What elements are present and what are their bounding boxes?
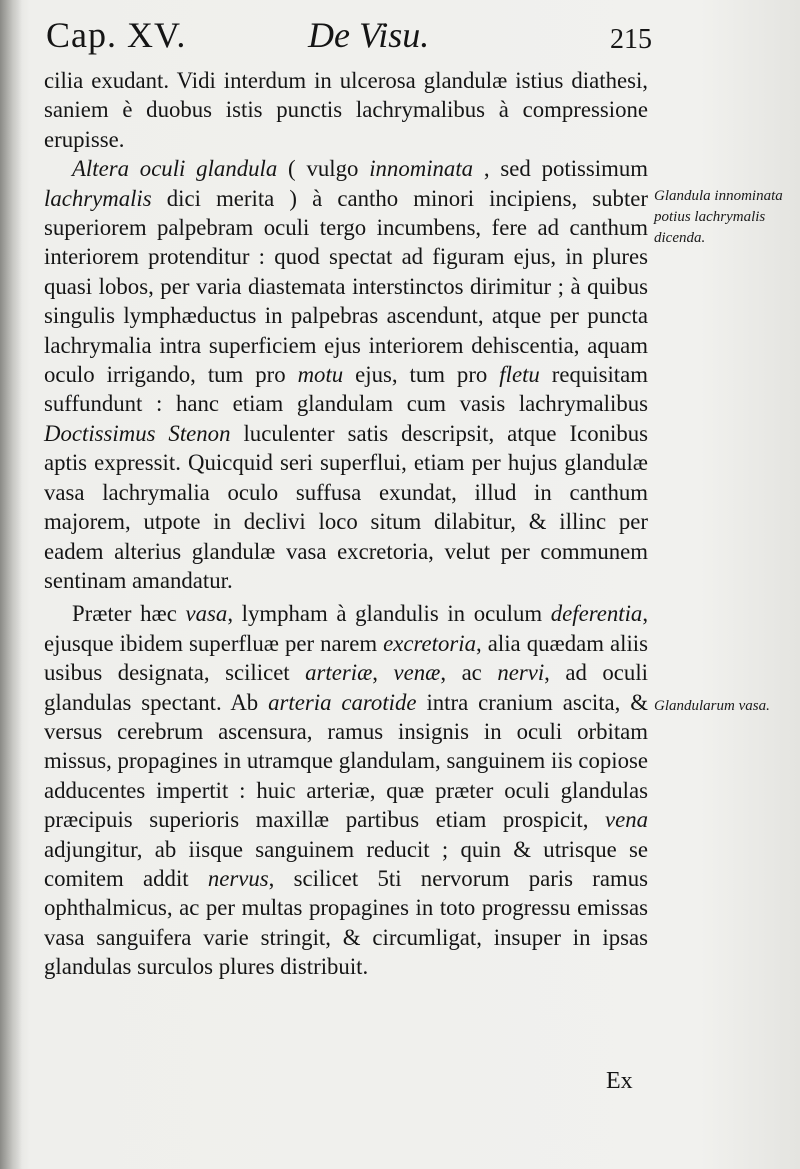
italic-text-run: lachrymalis	[44, 185, 152, 211]
running-header	[46, 12, 652, 64]
italic-text-run: nervus	[207, 865, 269, 891]
text-run: dici merita ) à cantho minori incipiens, subter superiorem palpebram oculi tergo incumbens, fere ad canthum interiorem protenditur : quod spectat ad figuram ejus, in plures quasi lobos, per varia diastemata interstinctos dirimitur ; à quibus singulis lymphæductus in palpebras ascendunt, atque per puncta lachrymalia intra superficiem ejus interiorem dehiscentia, aquam oculo irrigando, tum pro	[44, 185, 648, 388]
paragraph-3	[44, 599, 648, 981]
italic-text-run: venæ	[393, 660, 441, 686]
italic-text-run: Altera oculi glandula	[72, 156, 278, 182]
catchword: Ex	[606, 1068, 633, 1094]
text-run: cilia exudant. Vidi interdum in ulcerosa glandulæ istius diathesi, saniem è duobus istis punctis lachrymalibus à compressione erupisse.	[44, 68, 648, 152]
body-text	[44, 66, 648, 982]
margin-note-glandula-innominata: Glandula innominata potius lachrymalis dicenda.	[654, 188, 783, 246]
chapter-heading: Cap. XV.	[46, 15, 187, 55]
text-run: ,	[372, 660, 394, 686]
paragraph-1	[44, 66, 648, 154]
text-run: , ac	[440, 660, 498, 686]
italic-text-run: arteriæ	[305, 660, 373, 686]
text-run: intra cranium ascita, & versus cerebrum ascensura, ramus insignis in oculi orbitam missus, propagines in utramque glandulam, sanguinem iis copiose adducentes impertit : huic arteriæ, quæ præter oculi glandulas præcipuis superioris maxillæ partibus etiam prospicit,	[44, 689, 648, 833]
italic-text-run: Doctissimus Stenon	[44, 420, 231, 446]
text-run: , ad oculi glandulas spectant. Ab	[44, 660, 648, 715]
text-run: , lympham à glandulis in oculum	[227, 601, 551, 627]
margin-note-glandularum-vasa: Glandularum vasa.	[654, 698, 770, 714]
italic-text-run: arteria carotide	[268, 689, 417, 715]
text-run: requisitam suffundunt : hanc etiam glandulam cum vasis lachrymalibus	[44, 362, 648, 417]
paragraph-2	[44, 154, 648, 595]
italic-text-run: deferentia	[550, 601, 643, 627]
text-run: , alia quædam aliis usibus designata, scilicet	[44, 630, 648, 686]
text-run: luculenter satis descripsit, atque Iconibus aptis expressit. Quicquid seri superflui, etiam per hujus glandulæ vasa lachrymalia oculo suffusa exundat, illud in canthum majorem, utpote in declivi loco situm dilabitur, & illinc per eadem alterius glandulæ vasa excretoria, velut per communem sentinam amandatur.	[44, 420, 648, 593]
italic-text-run: motu	[297, 362, 344, 388]
italic-text-run: vasa	[185, 601, 228, 627]
text-run: adjungitur, ab iisque sanguinem reducit ; quin & utrisque se comitem addit	[44, 836, 648, 891]
gutter-shadow	[0, 0, 22, 1169]
text-run: ( vulgo	[277, 156, 370, 182]
running-title: De Visu.	[308, 15, 430, 55]
italic-text-run: excretoria	[383, 630, 476, 656]
italic-text-run: nervi	[497, 660, 545, 686]
text-run: , ejusque ibidem superfluæ per narem	[44, 601, 649, 656]
text-run: , scilicet 5ti nervorum paris ramus ophthalmicus, ac per multas propagines in toto progressu emissas vasa sanguifera varie stringit, & circumligat, insuper in ipsas glandulas surculos plures distribuit.	[44, 865, 648, 980]
text-run: , sed potissimum	[473, 156, 648, 182]
italic-text-run: innominata	[369, 156, 474, 182]
text-run: Præter hæc	[72, 601, 186, 627]
page-number: 215	[610, 24, 652, 55]
italic-text-run: fletu	[499, 362, 540, 388]
text-run: ejus, tum pro	[343, 362, 500, 388]
italic-text-run: vena	[604, 807, 648, 833]
